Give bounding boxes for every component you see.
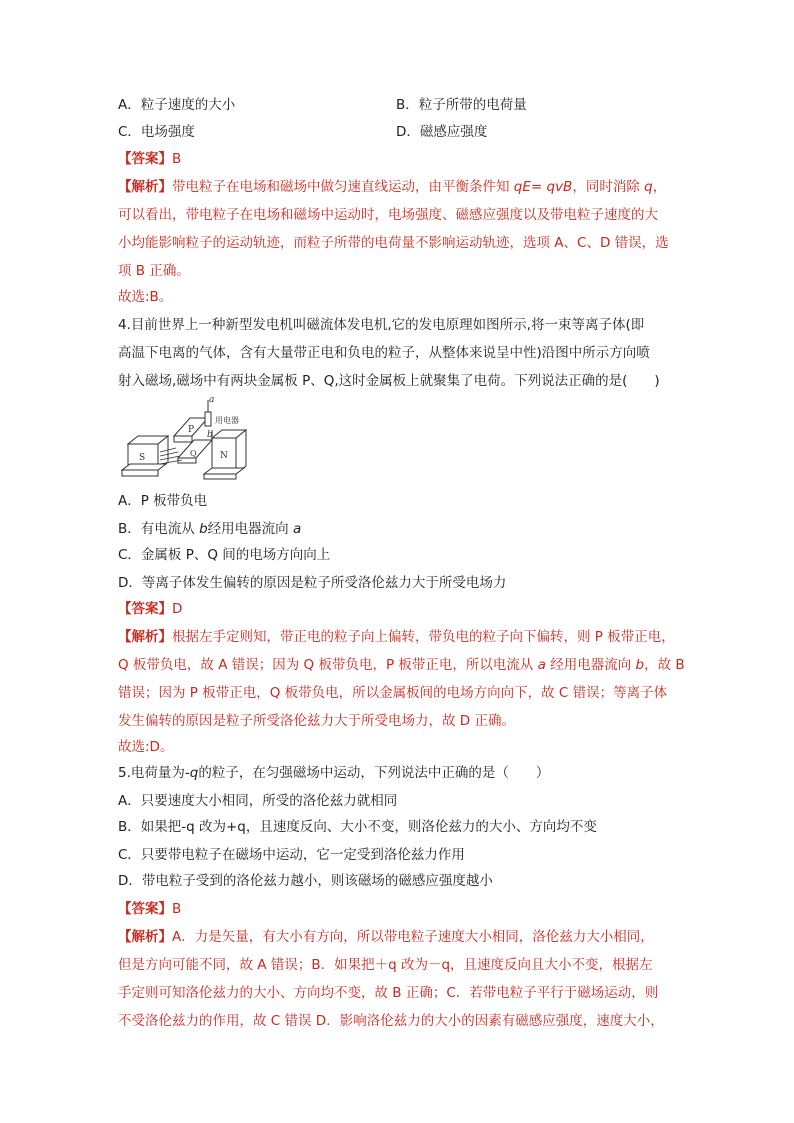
q4-analysis-line-4: 发生偏转的原因是粒子所受洛伦兹力大于所受电场力，故 D 正确。 (118, 713, 515, 729)
q3-option-b: B．粒子所带的电荷量 (396, 97, 527, 113)
q3-option-c: C．电场强度 (118, 124, 195, 140)
q4-option-a: A．P 板带负电 (118, 493, 208, 509)
formula: qE= qvB (513, 179, 573, 195)
label-Q: Q (190, 449, 197, 458)
q3-choose: 故选:B。 (118, 289, 173, 305)
q3-option-a: A．粒子速度的大小 (118, 97, 236, 113)
analysis-text: ，故 B (644, 657, 685, 673)
symbol-a: a (537, 657, 546, 673)
q5-stem (118, 764, 549, 782)
symbol-a: a (292, 521, 302, 537)
q5-option-a: A．只要速度大小相同，所受的洛伦兹力就相同 (118, 793, 398, 809)
stem-text: 5.电荷量为 (118, 765, 185, 781)
answer-tag: 【答案】 (118, 901, 172, 917)
q5-analysis-line-4: 不受洛伦兹力的作用，故 C 错误 D．影响洛伦兹力的大小的因素有磁感应强度，速度大小， (118, 1013, 664, 1029)
q5-option-c: C．只要带电粒子在磁场中运动，它一定受到洛伦兹力作用 (118, 847, 465, 863)
analysis-text: Q 板带负电，故 A 错误；因为 Q 板带负电，P 板带正电，所以电流从 (118, 657, 538, 673)
analysis-text: 经用电器流向 (545, 657, 636, 673)
q3-analysis-line-1 (118, 178, 666, 196)
symbol-q: q (644, 179, 653, 195)
q4-stem-line-2: 高温下电离的气体，含有大量带正电和负电的粒子，从整体来说呈中性)沿图中所示方向喷 (118, 345, 650, 361)
symbol-b: b (199, 521, 208, 537)
analysis-tag: 【解析】 (118, 929, 172, 945)
q4-analysis-line-3: 错误；因为 P 板带正电，Q 板带负电，所以金属板间的电场方向向下，故 C 错误；等离子体 (118, 685, 668, 701)
q5-analysis-line-1 (118, 928, 654, 946)
mhd-generator-figure (116, 396, 256, 486)
stem-text: 的粒子，在匀强磁场中运动，下列说法中正确的是（ ） (198, 765, 550, 781)
answer-value: B (172, 901, 182, 917)
q4-option-c: C．金属板 P、Q 间的电场方向向上 (118, 547, 331, 563)
analysis-tag: 【解析】 (118, 179, 172, 195)
q5-option-d: D．带电粒子受到的洛伦兹力越小，则该磁场的磁感应强度越小 (118, 873, 493, 889)
analysis-text: ， (652, 179, 667, 195)
q4-option-d: D．等离子体发生偏转的原因是粒子所受洛伦兹力大于所受电场力 (118, 575, 507, 591)
label-S: S (139, 453, 146, 463)
answer-tag: 【答案】 (118, 151, 172, 167)
symbol-b: b (635, 657, 645, 673)
q4-stem-line-1: 4.目前世界上一种新型发电机叫磁流体发电机,它的发电原理如图所示,将一束等离子体(即 (118, 317, 645, 333)
label-a: a (209, 396, 215, 405)
symbol-minus-q: -q (184, 765, 199, 781)
q4-choose: 故选:D。 (118, 739, 174, 755)
q5-analysis-line-2: 但是方向可能不同，故 A 错误；B．如果把＋q 改为－q，且速度反向且大小不变，根据左 (118, 957, 653, 973)
q4-answer (118, 600, 182, 618)
option-text: 经用电器流向 (207, 521, 293, 537)
analysis-text: 带电粒子在电场和磁场中做匀速直线运动，由平衡条件知 (172, 179, 514, 195)
q4-stem-line-3: 射入磁场,磁场中有两块金属板 P、Q,这时金属板上就聚集了电荷。下列说法正确的是( ) (118, 373, 660, 389)
label-N: N (220, 451, 228, 461)
q3-analysis-line-4: 项 B 正确。 (118, 263, 190, 279)
q3-analysis-line-3: 小均能影响粒子的运动轨迹，而粒子所带的电荷量不影响运动轨迹，选项 A、C、D 错误，选 (118, 235, 669, 251)
label-P: P (188, 425, 195, 435)
q3-answer (118, 150, 181, 168)
option-text: B．有电流从 (118, 521, 200, 537)
answer-tag: 【答案】 (118, 601, 172, 617)
answer-value: D (172, 601, 183, 617)
q4-analysis-line-1 (118, 628, 675, 646)
q5-answer (118, 900, 181, 918)
q5-option-b: B．如果把-q 改为+q，且速度反向、大小不变，则洛伦兹力的大小、方向均不变 (118, 819, 597, 835)
q5-analysis-line-3: 手定则可知洛伦兹力的大小、方向均不变，故 B 正确；C．若带电粒子平行于磁场运动，则 (118, 985, 659, 1001)
q3-analysis-line-2: 可以看出，带电粒子在电场和磁场中运动时，电场强度、磁感应强度以及带电粒子速度的大 (118, 207, 658, 223)
analysis-tag: 【解析】 (118, 629, 172, 645)
analysis-text: 根据左手定则知，带正电的粒子向上偏转，带负电的粒子向下偏转，则 P 板带正电， (172, 629, 675, 645)
answer-value: B (172, 151, 182, 167)
analysis-text: A．力是矢量，有大小有方向，所以带电粒子速度大小相同，洛伦兹力大小相同， (172, 929, 654, 945)
label-device: 用电器 (215, 416, 239, 425)
q4-option-b (118, 520, 301, 538)
q4-analysis-line-2 (118, 656, 685, 674)
q3-option-d: D．磁感应强度 (396, 124, 488, 140)
analysis-text: ，同时消除 (572, 179, 645, 195)
label-b: b (207, 430, 213, 440)
